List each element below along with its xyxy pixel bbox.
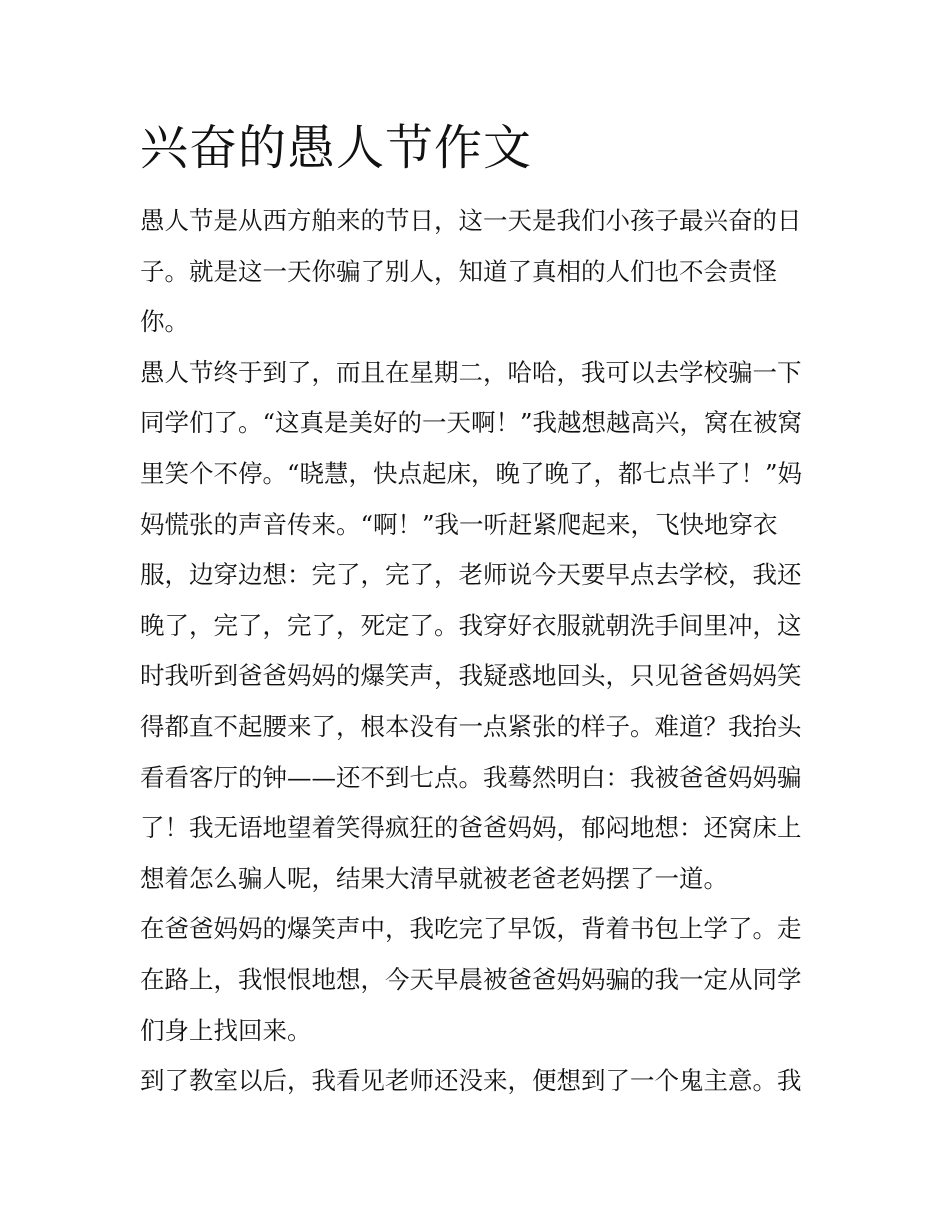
body-line: 愚人节是从西方舶来的节日，这一天是我们小孩子最兴奋的日: [140, 206, 802, 235]
body-line: 到了教室以后，我看见老师还没来，便想到了一个鬼主意。我: [140, 1066, 802, 1096]
document-body: [140, 196, 820, 1107]
body-line: 同学们了。“这真是美好的一天啊！”我越想越高兴，窝在被窝: [140, 408, 803, 438]
body-line: 想着怎么骗人呢，结果大清早就被老爸老妈摆了一道。: [140, 863, 728, 893]
body-line: 里笑个不停。“晓慧，快点起床，晚了晚了，都七点半了！”妈: [140, 458, 803, 488]
body-line: 了！我无语地望着笑得疯狂的爸爸妈妈，郁闷地想：还窝床上: [140, 813, 802, 843]
body-line: 晚了，完了，完了，死定了。我穿好衣服就朝洗手间里冲，这: [140, 610, 802, 640]
document-title: 兴奋的愚人节作文: [140, 120, 533, 176]
body-line: 服，边穿边想：完了，完了，老师说今天要早点去学校，我还: [140, 560, 802, 590]
body-line: 愚人节终于到了，而且在星期二，哈哈，我可以去学校骗一下: [140, 357, 802, 387]
body-line: 你。: [140, 307, 189, 337]
body-line: 在爸爸妈妈的爆笑声中，我吃完了早饭，背着书包上学了。走: [140, 914, 802, 944]
body-line: 子。就是这一天你骗了别人，知道了真相的人们也不会责怪: [140, 256, 777, 286]
body-line: 得都直不起腰来了，根本没有一点紧张的样子。难道？我抬头: [140, 711, 802, 741]
body-line: 在路上，我恨恨地想，今天早晨被爸爸妈妈骗的我一定从同学: [140, 964, 802, 994]
body-line: 时我听到爸爸妈妈的爆笑声，我疑惑地回头，只见爸爸妈妈笑: [140, 661, 802, 691]
body-line: 们身上找回来。: [140, 1015, 312, 1045]
body-line: 妈慌张的声音传来。“啊！”我一听赶紧爬起来，飞快地穿衣: [140, 509, 778, 539]
body-line: 看看客厅的钟——还不到七点。我蓦然明白：我被爸爸妈妈骗: [140, 762, 802, 792]
